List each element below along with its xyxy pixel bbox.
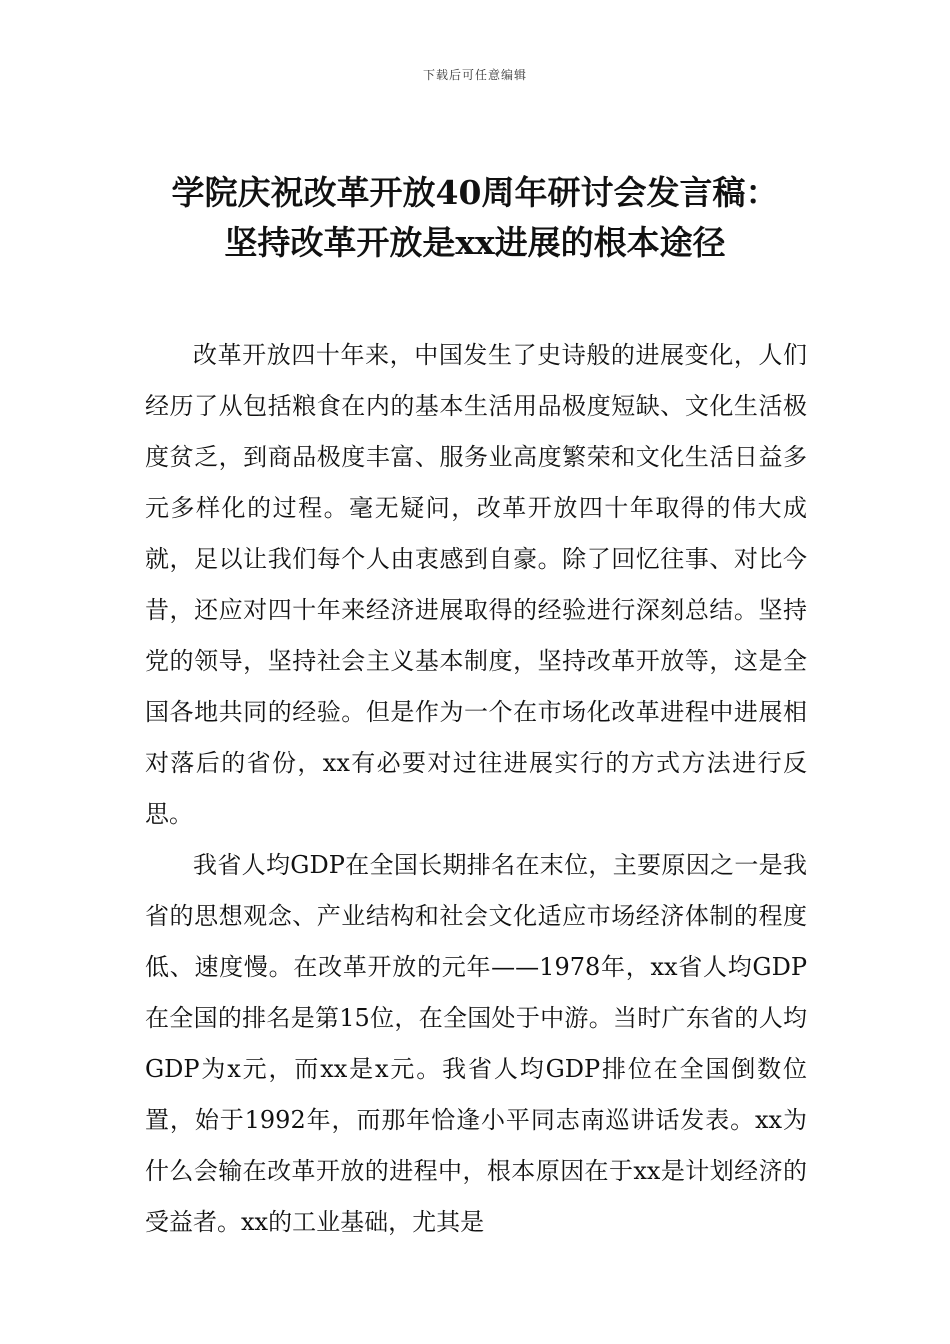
paragraph-1: 改革开放四十年来，中国发生了史诗般的进展变化，人们经历了从包括粮食在内的基本生活用品极度短缺、文化生活极度贫乏，到商品极度丰富、服务业高度繁荣和文化生活日益多元多样化的过程。毫无疑问，改革开放四十年取得的伟大成就，足以让我们每个人由衷感到自豪。除了回忆往事、对比今昔，还应对四十年来经济进展取得的经验进行深刻总结。坚持党的领导，坚持社会主义基本制度，坚持改革开放等，这是全国各地共同的经验。但是作为一个在市场化改革进程中进展相对落后的省份，xx有必要对过往进展实行的方式方法进行反思。 (145, 341, 807, 828)
paragraph-2: 我省人均GDP在全国长期排名在末位，主要原因之一是我省的思想观念、产业结构和社会文化适应市场经济体制的程度低、速度慢。在改革开放的元年——1978年，xx省人均GDP在全国的排名是第15位，在全国处于中游。当时广东省的人均GDP为x元，而xx是x元。我省人均GDP排位在全国倒数位置，始于1992年，而那年恰逢小平同志南巡讲话发表。xx为什么会输在改革开放的进程中，根本原因在于xx是计划经济的受益者。xx的工业基础，尤其是 (145, 851, 807, 1236)
title-line-2: 坚持改革开放是xx进展的根本途径 (224, 223, 726, 262)
header-note: 下载后可任意编辑 (422, 68, 527, 82)
document-body (145, 330, 807, 1248)
document-title (60, 168, 890, 268)
title-line-1: 学院庆祝改革开放40周年研讨会发言稿： (171, 173, 779, 212)
